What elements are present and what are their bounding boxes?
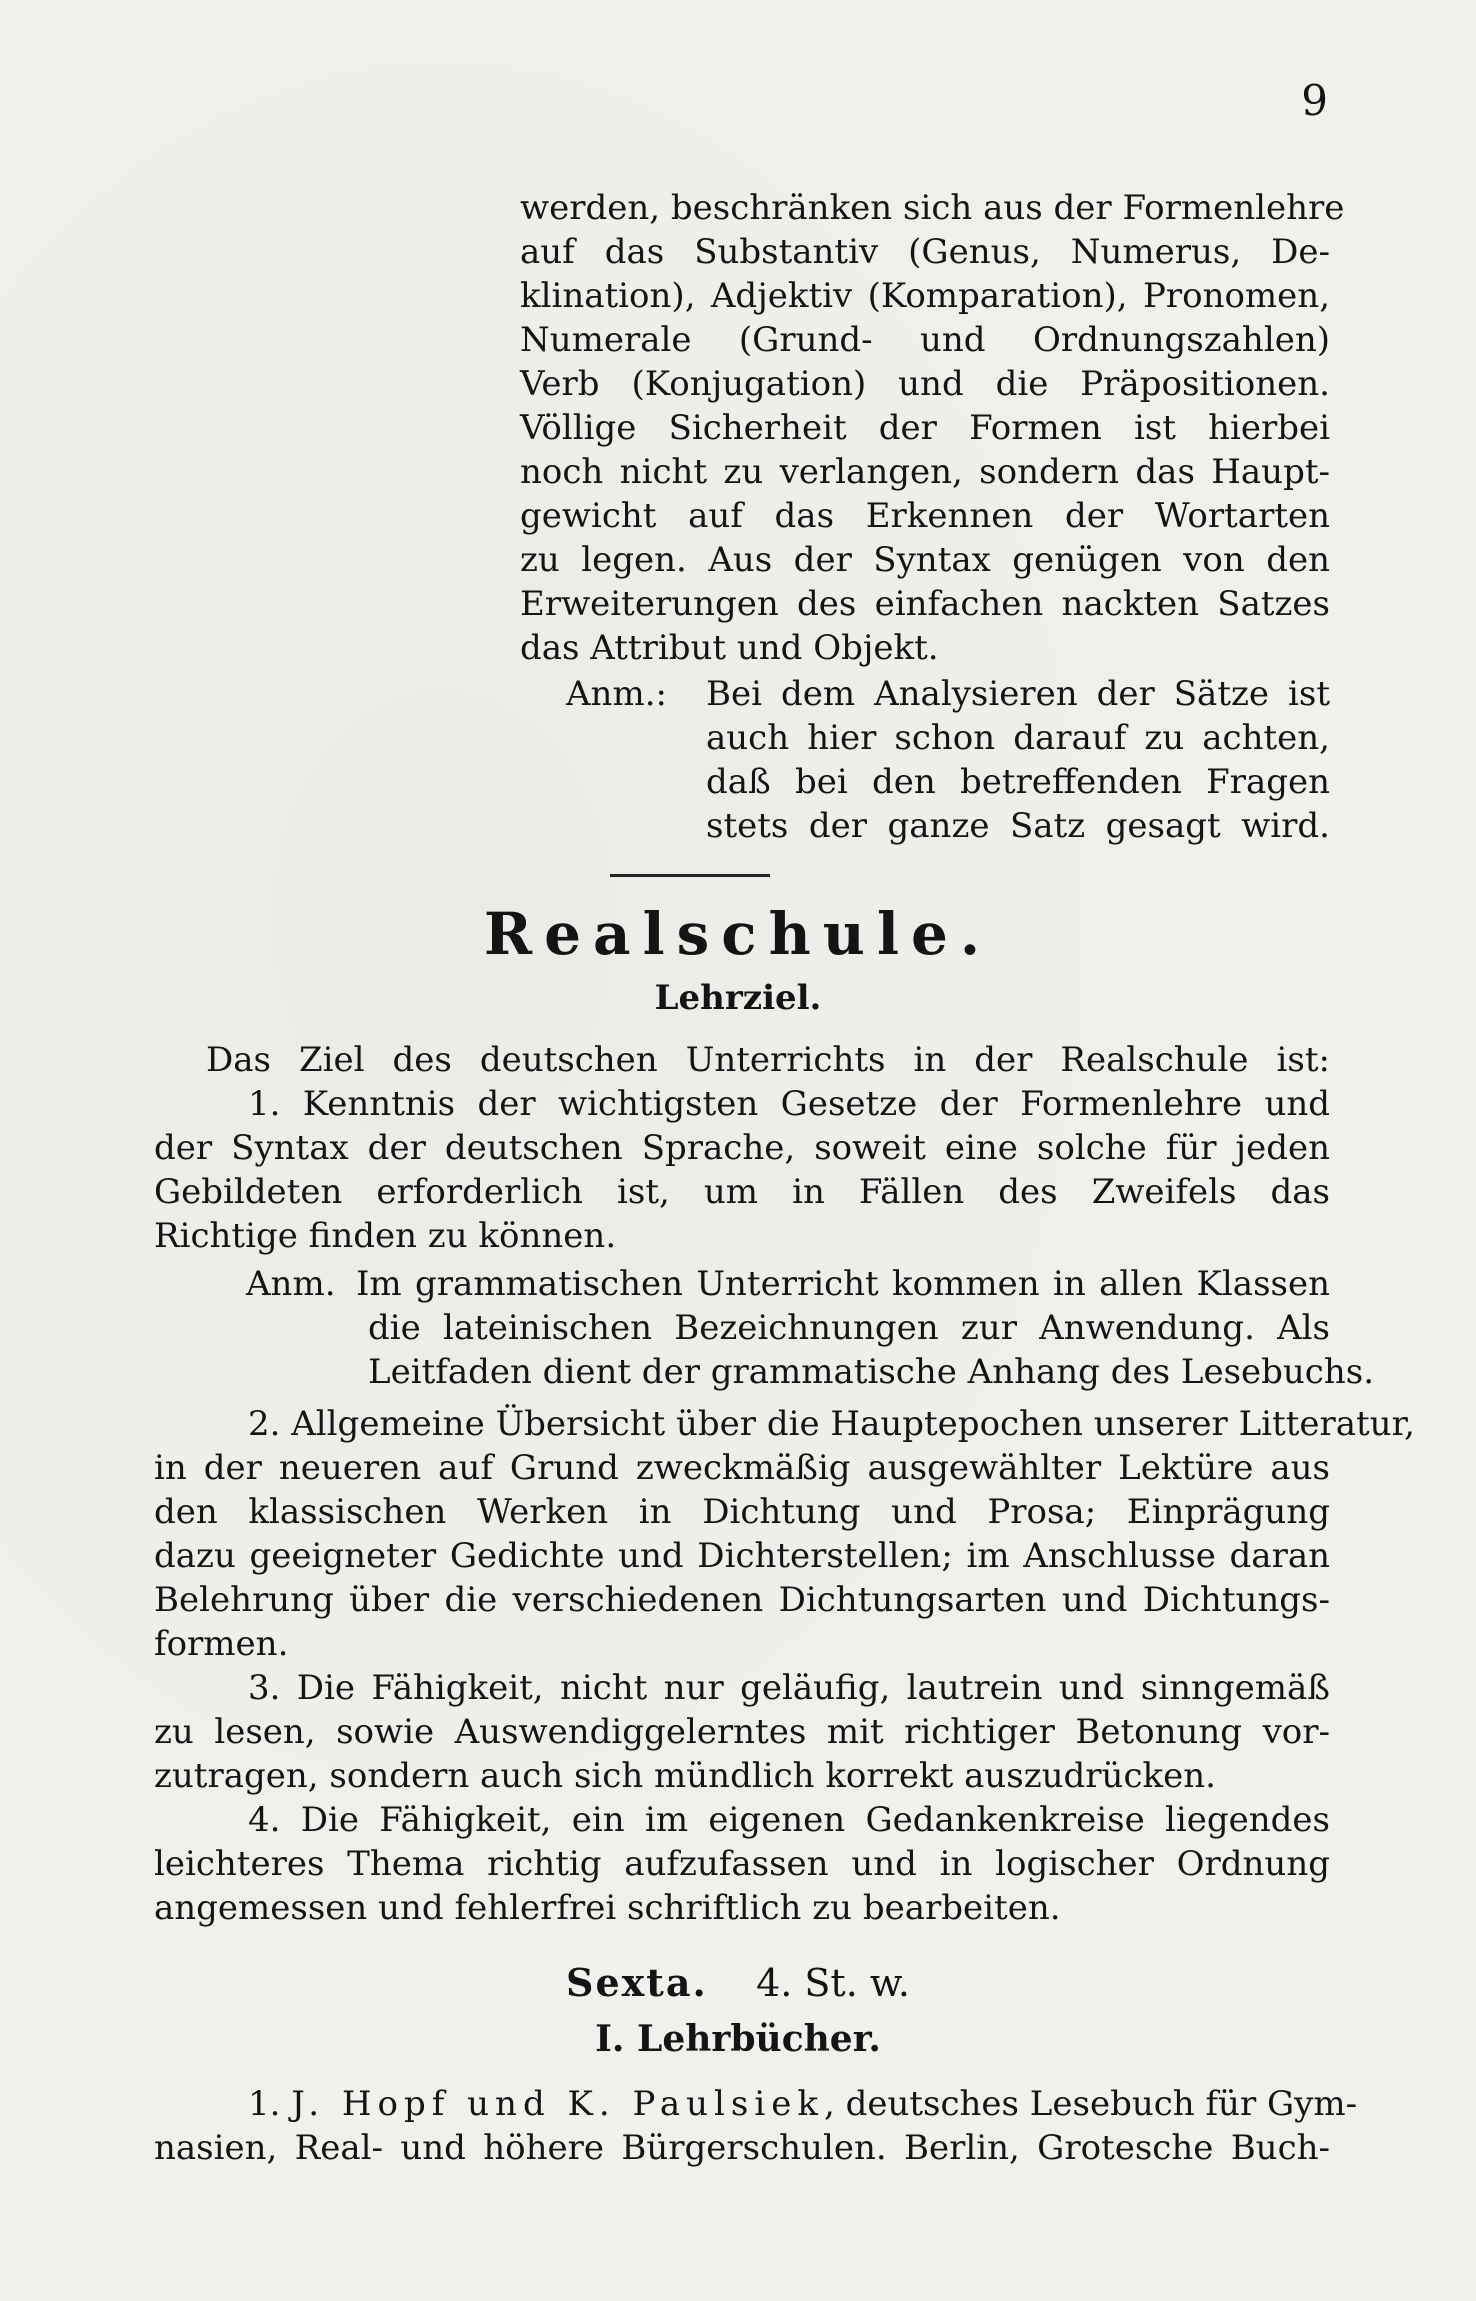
text-line: Belehrung über die verschiedenen Dichtungsarten und Dichtungs- <box>154 1580 1330 1620</box>
note-line: daß bei den betreffenden Fragen <box>706 762 1330 802</box>
text-line: Verb (Konjugation) und die Präpositionen. <box>520 364 1330 404</box>
text-line: 2. Allgemeine Übersicht über die Hauptepochen unserer Litteratur, <box>248 1404 1415 1444</box>
text-line: den klassischen Werken in Dichtung und Prosa; Einprägung <box>154 1492 1330 1532</box>
text-line: formen. <box>154 1624 289 1664</box>
textbook-line <box>248 2082 1358 2126</box>
note-line: Im grammatischen Unterricht kommen in allen Klassen <box>356 1264 1330 1304</box>
text-line: noch nicht zu verlangen, sondern das Haupt- <box>520 452 1330 492</box>
textbook-authors: J. Hopf und K. Paulsiek <box>291 2084 824 2124</box>
note-line: Bei dem Analysieren der Sätze ist <box>706 674 1330 714</box>
textbook-line: nasien, Real- und höhere Bürgerschulen. Berlin, Grotesche Buch- <box>154 2128 1330 2168</box>
text-line: Numerale (Grund- und Ordnungszahlen) <box>520 320 1330 360</box>
note-line: auch hier schon darauf zu achten, <box>706 718 1330 758</box>
text-line: 4. Die Fähigkeit, ein im eigenen Gedankenkreise liegendes <box>248 1800 1330 1840</box>
note-label: Anm.: <box>566 674 667 714</box>
note-line: Leitfaden dient der grammatische Anhang des Lesebuchs. <box>368 1352 1375 1392</box>
note-line: die lateinischen Bezeichnungen zur Anwendung. Als <box>368 1308 1330 1348</box>
text-line: Erweiterungen des einfachen nackten Satzes <box>520 584 1330 624</box>
textbook-number: 1. <box>248 2084 281 2124</box>
text-line: gewicht auf das Erkennen der Wortarten <box>520 496 1330 536</box>
text-line: zu lesen, sowie Auswendiggelerntes mit richtiger Betonung vor- <box>154 1712 1330 1752</box>
text-line: Das Ziel des deutschen Unterrichts in der Realschule ist: <box>206 1040 1330 1080</box>
text-line: das Attribut und Objekt. <box>520 628 939 668</box>
textbook-title: , deutsches Lesebuch für Gym- <box>823 2084 1358 2124</box>
section-divider <box>610 874 770 877</box>
text-line: Völlige Sicherheit der Formen ist hierbei <box>520 408 1330 448</box>
class-hours: 4. St. w. <box>756 1961 910 2005</box>
note-line: stets der ganze Satz gesagt wird. <box>706 806 1330 846</box>
text-line: zutragen, sondern auch sich mündlich korrekt auszudrücken. <box>154 1756 1216 1796</box>
text-line: in der neueren auf Grund zweckmäßig ausgewählter Lektüre aus <box>154 1448 1330 1488</box>
class-name: Sexta. <box>566 1960 708 2005</box>
text-line: 1. Kenntnis der wichtigsten Gesetze der Formenlehre und <box>248 1084 1330 1124</box>
text-line: dazu geeigneter Gedichte und Dichterstellen; im Anschlusse daran <box>154 1536 1330 1576</box>
text-line: klination), Adjektiv (Komparation), Pronomen, <box>520 276 1330 316</box>
page-number: 9 <box>1301 76 1328 125</box>
text-line: 3. Die Fähigkeit, nicht nur geläufig, lautrein und sinngemäß <box>248 1668 1330 1708</box>
section-title: Realschule. <box>483 900 993 968</box>
text-line: leichteres Thema richtig aufzufassen und in logischer Ordnung <box>154 1844 1330 1884</box>
text-line: werden, beschränken sich aus der Formenlehre <box>520 188 1345 228</box>
text-line: zu legen. Aus der Syntax genügen von den <box>520 540 1330 580</box>
text-line: Gebildeten erforderlich ist, um in Fällen des Zweifels das <box>154 1172 1330 1212</box>
text-line: auf das Substantiv (Genus, Numerus, De- <box>520 232 1330 272</box>
note-label: Anm. <box>246 1264 336 1304</box>
text-line: der Syntax der deutschen Sprache, soweit eine solche für jeden <box>154 1128 1330 1168</box>
text-line: angemessen und fehlerfrei schriftlich zu bearbeiten. <box>154 1888 1061 1928</box>
textbooks-heading: I. Lehrbücher. <box>595 2018 881 2060</box>
class-heading <box>0 1960 1476 2005</box>
subsection-title: Lehrziel. <box>654 978 822 1018</box>
text-line: Richtige finden zu können. <box>154 1216 617 1256</box>
